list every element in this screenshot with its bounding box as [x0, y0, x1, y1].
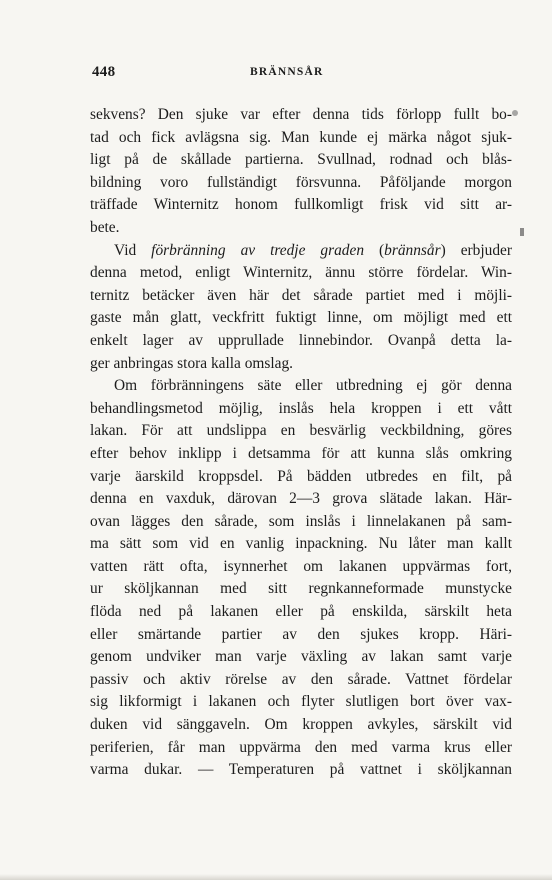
text-line: ovan lägges den sårade, som inslås i linnelakanen på sam- [90, 512, 512, 530]
text-line: varje äarskild kroppsdel. På bädden utbredes en filt, på [90, 467, 512, 485]
text-line: varma dukar. — Temperaturen på vattnet i sköljkannan [90, 761, 512, 779]
running-title: BRÄNNSÅR [250, 66, 324, 78]
text-line: denna metod, enligt Winternitz, ännu större fördelar. Win- [90, 264, 512, 282]
page-header [92, 64, 512, 88]
text-line: periferien, får man uppvärma den med varma krus eller [90, 738, 512, 756]
page-number: 448 [92, 64, 116, 80]
text-line: denna en vaxduk, därovan 2—3 grova slätade lakan. Här- [90, 490, 512, 508]
text-line: sekvens? Den sjuke var efter denna tids förlopp fullt bo- [90, 106, 512, 123]
text-line: ger anbringas stora kalla omslag. [90, 354, 294, 372]
ink-mark [520, 228, 524, 236]
text-line: ternitz betäcker även här det sårade partiet med i möjli- [90, 286, 512, 304]
text-line: sig likformigt i lakanen och flyter slutligen bort över vax- [90, 693, 512, 711]
text-line: bete. [90, 218, 120, 236]
text-line: duken vid sänggaveln. Om kroppen avkyles, särskilt vid [90, 716, 512, 734]
text-line: lakan. För att undslippa en besvärlig veckbildning, göres [90, 422, 512, 440]
text-line: bildning voro fullständigt försvunna. Påföljande morgon [90, 173, 512, 191]
text-line-paragraph-start: Vid förbränning av tredje graden (brännsår) erbjuder [114, 241, 512, 259]
text-line: genom undviker man varje växling av lakan samt varje [90, 648, 512, 666]
text-line: efter behov inklipp i detsamma för att kunna slås omkring [90, 444, 512, 462]
text-line-paragraph-start: Om förbränningens säte eller utbredning ej gör denna [114, 377, 512, 395]
text-line: behandlingsmetod möjlig, inslås hela kroppen i ett vått [90, 399, 512, 417]
text-line: ligt på de skållade partierna. Svullnad, rodnad och blås- [90, 151, 512, 169]
ink-smudge [512, 110, 518, 116]
text-line: ma sätt som vid en vanlig inpackning. Nu låter man kallt [90, 535, 512, 553]
body-text [90, 104, 512, 782]
text-line: eller smärtande partier av den sjukes kropp. Häri- [90, 625, 512, 643]
page-bottom-edge [0, 874, 552, 880]
text-line: gaste mån glatt, veckfritt fuktigt linne, om möjligt med ett [90, 309, 512, 327]
text-line: träffade Winternitz honom fullkomligt frisk vid sitt ar- [90, 196, 512, 214]
text-line: passiv och aktiv rörelse av den sårade. Vattnet fördelar [90, 670, 512, 688]
text-line: ur sköljkannan med sitt regnkanneformade munstycke [90, 580, 512, 598]
text-line: enkelt lager av upprullade linnebindor. Ovanpå detta la- [90, 331, 512, 349]
text-line: tad och fick avlägsna sig. Man kunde ej märka något sjuk- [90, 128, 512, 146]
text-line: vatten rätt ofta, isynnerhet om lakanen uppvärmas fort, [90, 557, 512, 575]
text-line: flöda ned på lakanen eller på enskilda, särskilt heta [90, 603, 512, 621]
